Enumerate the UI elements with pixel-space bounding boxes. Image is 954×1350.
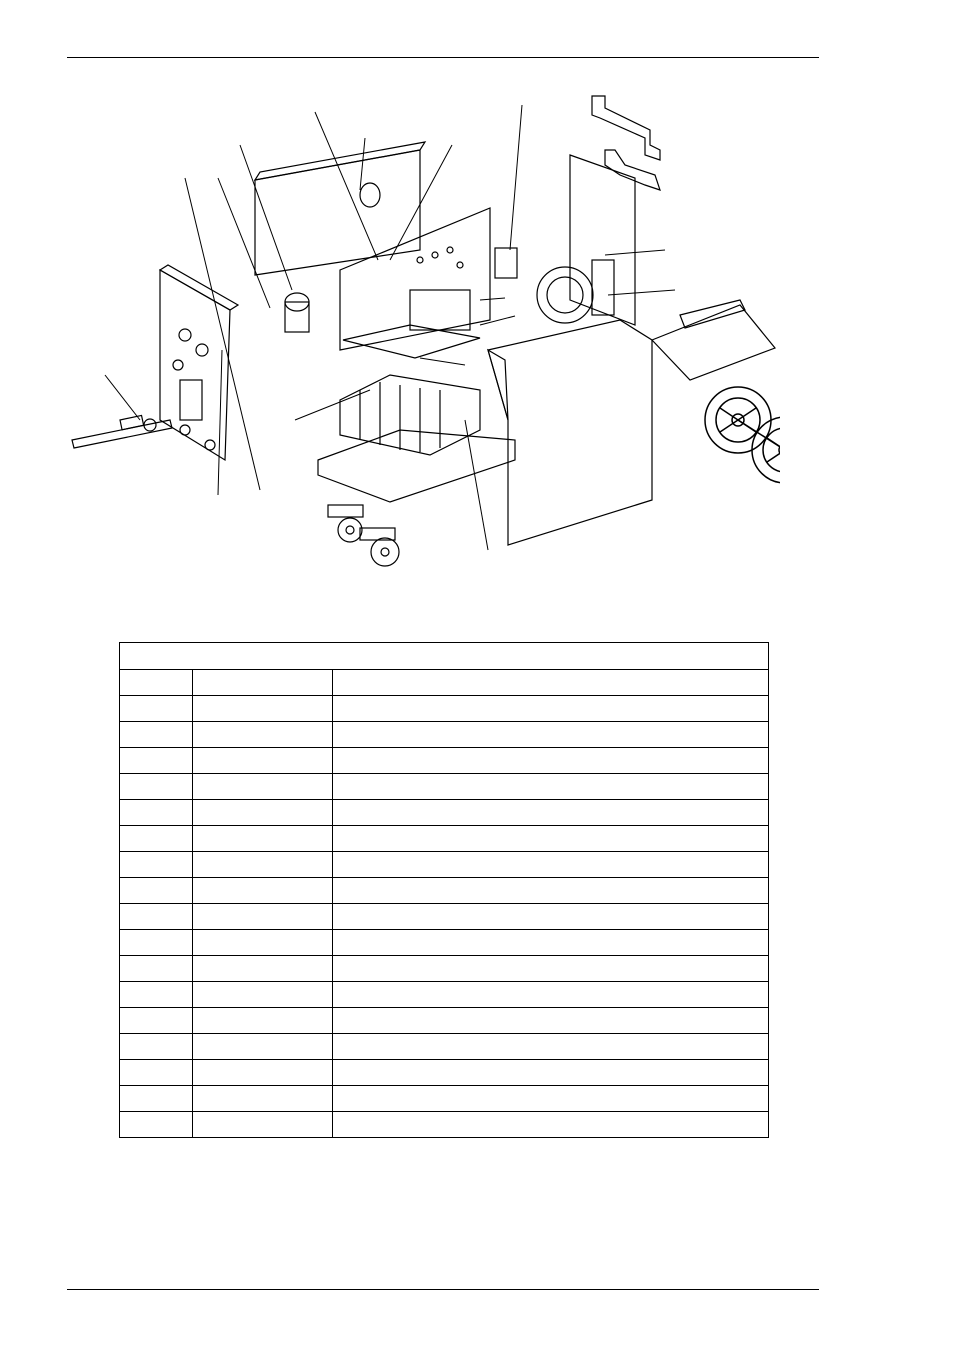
- table-row: [120, 800, 769, 826]
- table-cell: [193, 1060, 333, 1086]
- table-cell: [120, 1112, 193, 1138]
- rear-wheels: [705, 387, 780, 483]
- header-rule: [67, 57, 819, 58]
- table-cell: [333, 1112, 769, 1138]
- table-cell: [120, 1086, 193, 1112]
- table-row: [120, 1060, 769, 1086]
- table-row: [120, 1086, 769, 1112]
- table-cell: [120, 722, 193, 748]
- front-casters: [328, 505, 399, 566]
- table-title-row: [120, 643, 769, 670]
- table-cell: [193, 1086, 333, 1112]
- table-cell: [193, 722, 333, 748]
- table-row: [120, 878, 769, 904]
- table-row: [120, 1034, 769, 1060]
- table-cell: [120, 1008, 193, 1034]
- table-cell: [193, 956, 333, 982]
- table-cell: [193, 826, 333, 852]
- parts-table: [119, 642, 769, 1138]
- table-cell: [193, 1034, 333, 1060]
- transformer: [340, 375, 480, 455]
- table-cell: [120, 878, 193, 904]
- table-cell: [193, 1112, 333, 1138]
- table-cell: [333, 826, 769, 852]
- table-cell: [193, 748, 333, 774]
- table-cell: [120, 1034, 193, 1060]
- table-row: [120, 930, 769, 956]
- table-cell: [120, 748, 193, 774]
- footer-rule: [67, 1289, 819, 1290]
- table-cell: [333, 1034, 769, 1060]
- table-cell: [193, 982, 333, 1008]
- table-row: [120, 852, 769, 878]
- table-cell: [120, 1060, 193, 1086]
- rear-shelf: [652, 300, 775, 380]
- table-cell: [333, 748, 769, 774]
- table-cell: [193, 774, 333, 800]
- table-row: [120, 722, 769, 748]
- table-cell: [333, 956, 769, 982]
- table-cell: [333, 852, 769, 878]
- table-row: [120, 956, 769, 982]
- mounting-panel: [340, 208, 490, 350]
- table-row: [120, 1008, 769, 1034]
- table-cell: [193, 800, 333, 826]
- table-cell: [193, 1008, 333, 1034]
- table-cell: [333, 696, 769, 722]
- table-cell: [193, 670, 333, 696]
- table-cell: [120, 696, 193, 722]
- table-cell: [120, 774, 193, 800]
- exploded-view-diagram: [60, 90, 780, 600]
- table-cell: [333, 1086, 769, 1112]
- table-cell: [333, 930, 769, 956]
- table-cell: [120, 904, 193, 930]
- table-cell: [333, 904, 769, 930]
- table-row: [120, 670, 769, 696]
- motor-component: [285, 183, 380, 332]
- table-title: [120, 643, 769, 670]
- table-cell: [193, 930, 333, 956]
- table-cell: [333, 1008, 769, 1034]
- table-row: [120, 982, 769, 1008]
- table-cell: [120, 670, 193, 696]
- table-row: [120, 1112, 769, 1138]
- enclosure-cover: [488, 320, 652, 545]
- table-row: [120, 826, 769, 852]
- table-cell: [333, 774, 769, 800]
- table-cell: [333, 878, 769, 904]
- table-cell: [333, 800, 769, 826]
- table-row: [120, 748, 769, 774]
- bracket: [592, 96, 660, 190]
- table-cell: [120, 956, 193, 982]
- table-cell: [333, 982, 769, 1008]
- table-cell: [333, 722, 769, 748]
- table-row: [120, 904, 769, 930]
- table-cell: [120, 800, 193, 826]
- table-cell: [193, 852, 333, 878]
- table-cell: [333, 1060, 769, 1086]
- rear-top-panel: [255, 142, 425, 275]
- table-cell: [120, 930, 193, 956]
- table-cell: [193, 878, 333, 904]
- base-plate: [318, 430, 515, 502]
- table-row: [120, 774, 769, 800]
- table-cell: [333, 670, 769, 696]
- table-cell: [193, 904, 333, 930]
- table-cell: [120, 982, 193, 1008]
- table-cell: [120, 852, 193, 878]
- table-cell: [120, 826, 193, 852]
- torch-assembly: [72, 415, 172, 448]
- table-cell: [193, 696, 333, 722]
- pcb-plate: [343, 290, 480, 358]
- table-row: [120, 696, 769, 722]
- front-panel: [160, 265, 238, 460]
